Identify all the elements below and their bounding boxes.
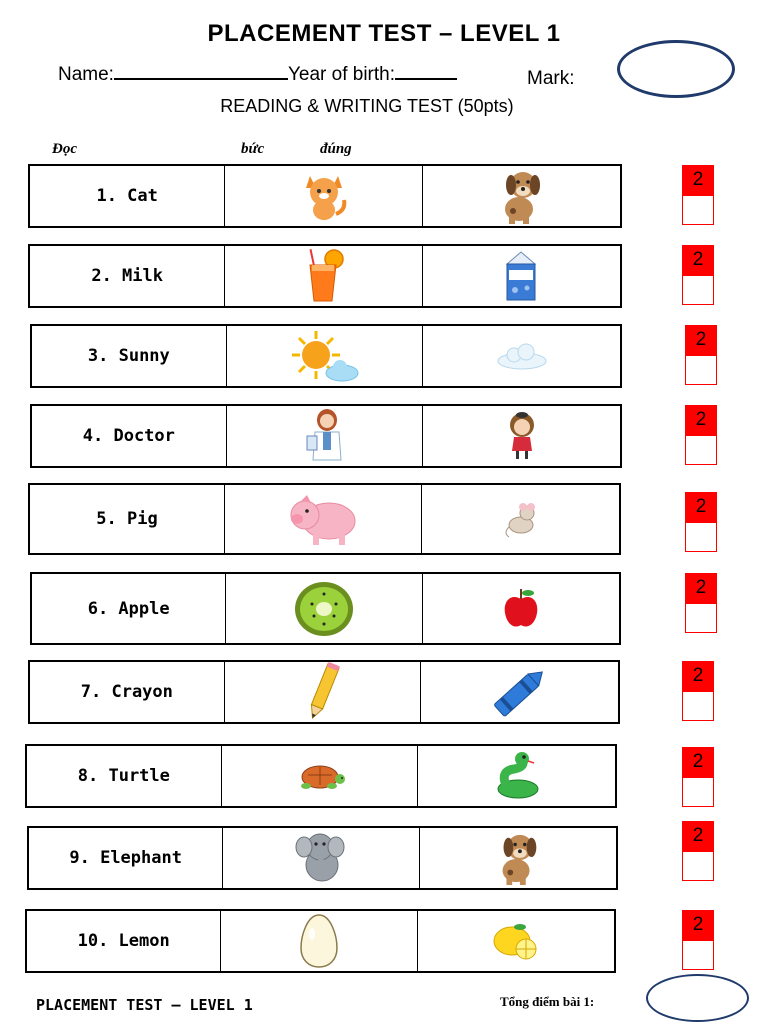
picture-choice-left[interactable]: [225, 662, 422, 722]
score-box: [685, 573, 717, 633]
name-line: [58, 62, 457, 86]
snake-icon: [492, 751, 542, 801]
word-cell: 2. Milk: [30, 246, 225, 306]
score-input[interactable]: [685, 603, 717, 633]
mouse-icon: [501, 499, 541, 539]
score-box: [682, 821, 714, 881]
word-cell: 9. Elephant: [29, 828, 223, 888]
mark-label: Mark:: [527, 68, 575, 89]
picture-choice-right[interactable]: [418, 911, 614, 971]
picture-choice-right[interactable]: [423, 406, 620, 466]
girl-icon: [506, 411, 538, 461]
footer-title: PLACEMENT TEST – LEVEL 1: [36, 996, 253, 1014]
doctor-icon: [305, 408, 345, 464]
score-box: [682, 661, 714, 721]
page-title: PLACEMENT TEST – LEVEL 1: [207, 20, 561, 47]
cloud-icon: [494, 341, 550, 371]
word-cell: 8. Turtle: [27, 746, 222, 806]
turtle-icon: [292, 761, 348, 791]
dog-icon: [491, 829, 545, 887]
table-row: [30, 324, 622, 388]
picture-choice-left[interactable]: [225, 485, 422, 553]
picture-choice-left[interactable]: [227, 406, 424, 466]
table-row: [27, 826, 618, 890]
section-subtitle: READING & WRITING TEST (50pts): [220, 96, 514, 116]
lemon-icon: [490, 921, 542, 961]
word-cell: 4. Doctor: [32, 406, 227, 466]
picture-choice-left[interactable]: [226, 574, 422, 643]
picture-choice-right[interactable]: [423, 166, 620, 226]
score-input[interactable]: [682, 777, 714, 807]
name-field[interactable]: [114, 62, 288, 80]
table-row: [30, 404, 622, 468]
picture-choice-right[interactable]: [422, 485, 619, 553]
score-value: 2: [685, 492, 717, 522]
score-input[interactable]: [682, 195, 714, 225]
score-input[interactable]: [685, 435, 717, 465]
picture-choice-right[interactable]: [423, 326, 620, 386]
score-box: [685, 492, 717, 552]
picture-choice-left[interactable]: [221, 911, 417, 971]
total-score-oval[interactable]: [646, 974, 749, 1022]
score-value: 2: [682, 747, 714, 777]
table-row: [30, 572, 621, 645]
score-input[interactable]: [682, 851, 714, 881]
picture-choice-left[interactable]: [222, 746, 419, 806]
score-box: [685, 405, 717, 465]
picture-choice-right[interactable]: [418, 746, 615, 806]
mark-oval[interactable]: [617, 40, 735, 98]
table-row: [28, 660, 620, 724]
table-row: [28, 244, 622, 308]
score-input[interactable]: [685, 522, 717, 552]
name-label: Name:: [58, 64, 114, 85]
word-cell: 5. Pig: [30, 485, 225, 553]
word-cell: 7. Crayon: [30, 662, 225, 722]
column-label-picture: bức: [241, 141, 265, 157]
score-value: 2: [685, 573, 717, 603]
score-input[interactable]: [682, 275, 714, 305]
score-value: 2: [682, 910, 714, 940]
score-box: [682, 165, 714, 225]
year-label: Year of birth:: [287, 64, 396, 85]
score-value: 2: [685, 325, 717, 355]
total-score-label: Tổng điểm bài 1:: [500, 994, 595, 1009]
score-box: [682, 245, 714, 305]
egg-icon: [297, 912, 341, 970]
picture-choice-left[interactable]: [225, 166, 422, 226]
apple-icon: [501, 587, 541, 631]
crayon-icon: [488, 662, 552, 722]
score-value: 2: [682, 661, 714, 691]
milk-carton-icon: [501, 250, 541, 302]
word-cell: 3. Sunny: [32, 326, 227, 386]
table-row: [28, 164, 622, 228]
picture-choice-right[interactable]: [423, 246, 620, 306]
column-label-read: Đọc: [52, 141, 77, 157]
pencil-icon: [303, 660, 343, 724]
sun-cloud-icon: [290, 329, 360, 383]
score-value: 2: [682, 245, 714, 275]
column-label-correct: đúng: [320, 141, 352, 157]
picture-choice-right[interactable]: [420, 828, 616, 888]
picture-choice-right[interactable]: [423, 574, 619, 643]
table-row: [28, 483, 621, 555]
score-value: 2: [682, 165, 714, 195]
score-input[interactable]: [685, 355, 717, 385]
picture-choice-left[interactable]: [223, 828, 419, 888]
score-value: 2: [685, 405, 717, 435]
table-row: [25, 909, 616, 973]
picture-choice-left[interactable]: [227, 326, 424, 386]
score-box: [682, 747, 714, 807]
pig-icon: [287, 491, 359, 547]
elephant-icon: [294, 829, 348, 887]
dog-icon: [493, 167, 549, 225]
orange-juice-icon: [302, 247, 346, 305]
score-input[interactable]: [682, 691, 714, 721]
picture-choice-left[interactable]: [225, 246, 422, 306]
word-cell: 10. Lemon: [27, 911, 221, 971]
score-box: [685, 325, 717, 385]
score-box: [682, 910, 714, 970]
score-value: 2: [682, 821, 714, 851]
picture-choice-right[interactable]: [421, 662, 618, 722]
table-row: [25, 744, 617, 808]
year-field[interactable]: [395, 62, 457, 80]
cat-icon: [296, 170, 352, 222]
score-input[interactable]: [682, 940, 714, 970]
kiwi-icon: [292, 578, 356, 640]
word-cell: 1. Cat: [30, 166, 225, 226]
word-cell: 6. Apple: [32, 574, 226, 643]
